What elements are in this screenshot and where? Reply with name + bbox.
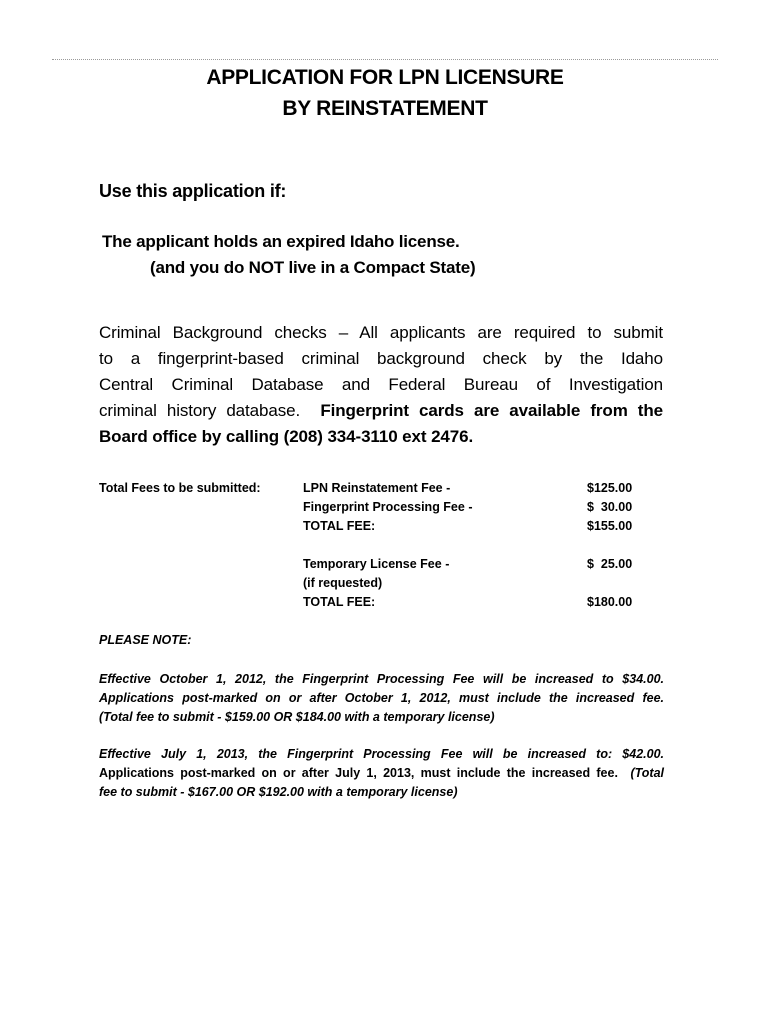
fee-amount: $180.00 [587,595,633,609]
note-line: (Total fee to submit - $159.00 OR $184.00 with a temporary license) [99,710,495,724]
fee-amount: $ 25.00 [587,557,633,571]
fee-name: LPN Reinstatement Fee - [303,481,451,495]
fee-name: Temporary License Fee - [303,557,450,571]
use-if-heading: Use this application if: [99,181,287,201]
page-title: APPLICATION FOR LPN LICENSURE [206,66,564,89]
fee-amount: $155.00 [587,519,633,533]
paragraph-line: to a fingerprint-based criminal background check by the Idaho [99,349,663,368]
applicant-condition: The applicant holds an expired Idaho license. [102,232,460,251]
top-divider [52,59,718,60]
note-text-italic: (Total [630,766,664,780]
paragraph-line: Criminal Background checks – All applicants are required to submit [99,323,663,342]
note-line: Effective July 1, 2013, the Fingerprint Processing Fee will be increased to: $42.00. [99,747,664,761]
please-note-heading: PLEASE NOTE: [99,633,192,647]
compact-state-condition: (and you do NOT live in a Compact State) [150,258,476,277]
background-check-paragraph [99,320,663,450]
note-line: Applications post-marked on or after October 1, 2012, must include the increased fee. [99,691,664,705]
paragraph-line [99,398,663,424]
total-fees-label: Total Fees to be submitted: [99,481,261,495]
note-2013 [99,745,664,802]
page-subtitle: BY REINSTATEMENT [282,97,488,120]
fee-amount: $ 30.00 [587,500,633,514]
note-line [99,764,664,783]
paragraph-text: criminal history database. [99,401,301,420]
fingerprint-card-note: Fingerprint cards are available from the [320,401,664,420]
fee-name: TOTAL FEE: [303,595,376,609]
fee-name: Fingerprint Processing Fee - [303,500,473,514]
fee-name: (if requested) [303,576,383,590]
note-line: fee to submit - $167.00 OR $192.00 with a temporary license) [99,785,458,799]
fee-name: TOTAL FEE: [303,519,376,533]
note-2012 [99,670,664,727]
note-text: Applications post-marked on or after July 1, 2013, must include the increased fee. [99,766,618,780]
board-phone-line: Board office by calling (208) 334-3110 ext 2476. [99,427,474,446]
fee-amount: $125.00 [587,481,633,495]
note-line: Effective October 1, 2012, the Fingerprint Processing Fee will be increased to $34.00. [99,672,664,686]
paragraph-line: Central Criminal Database and Federal Bureau of Investigation [99,375,663,394]
